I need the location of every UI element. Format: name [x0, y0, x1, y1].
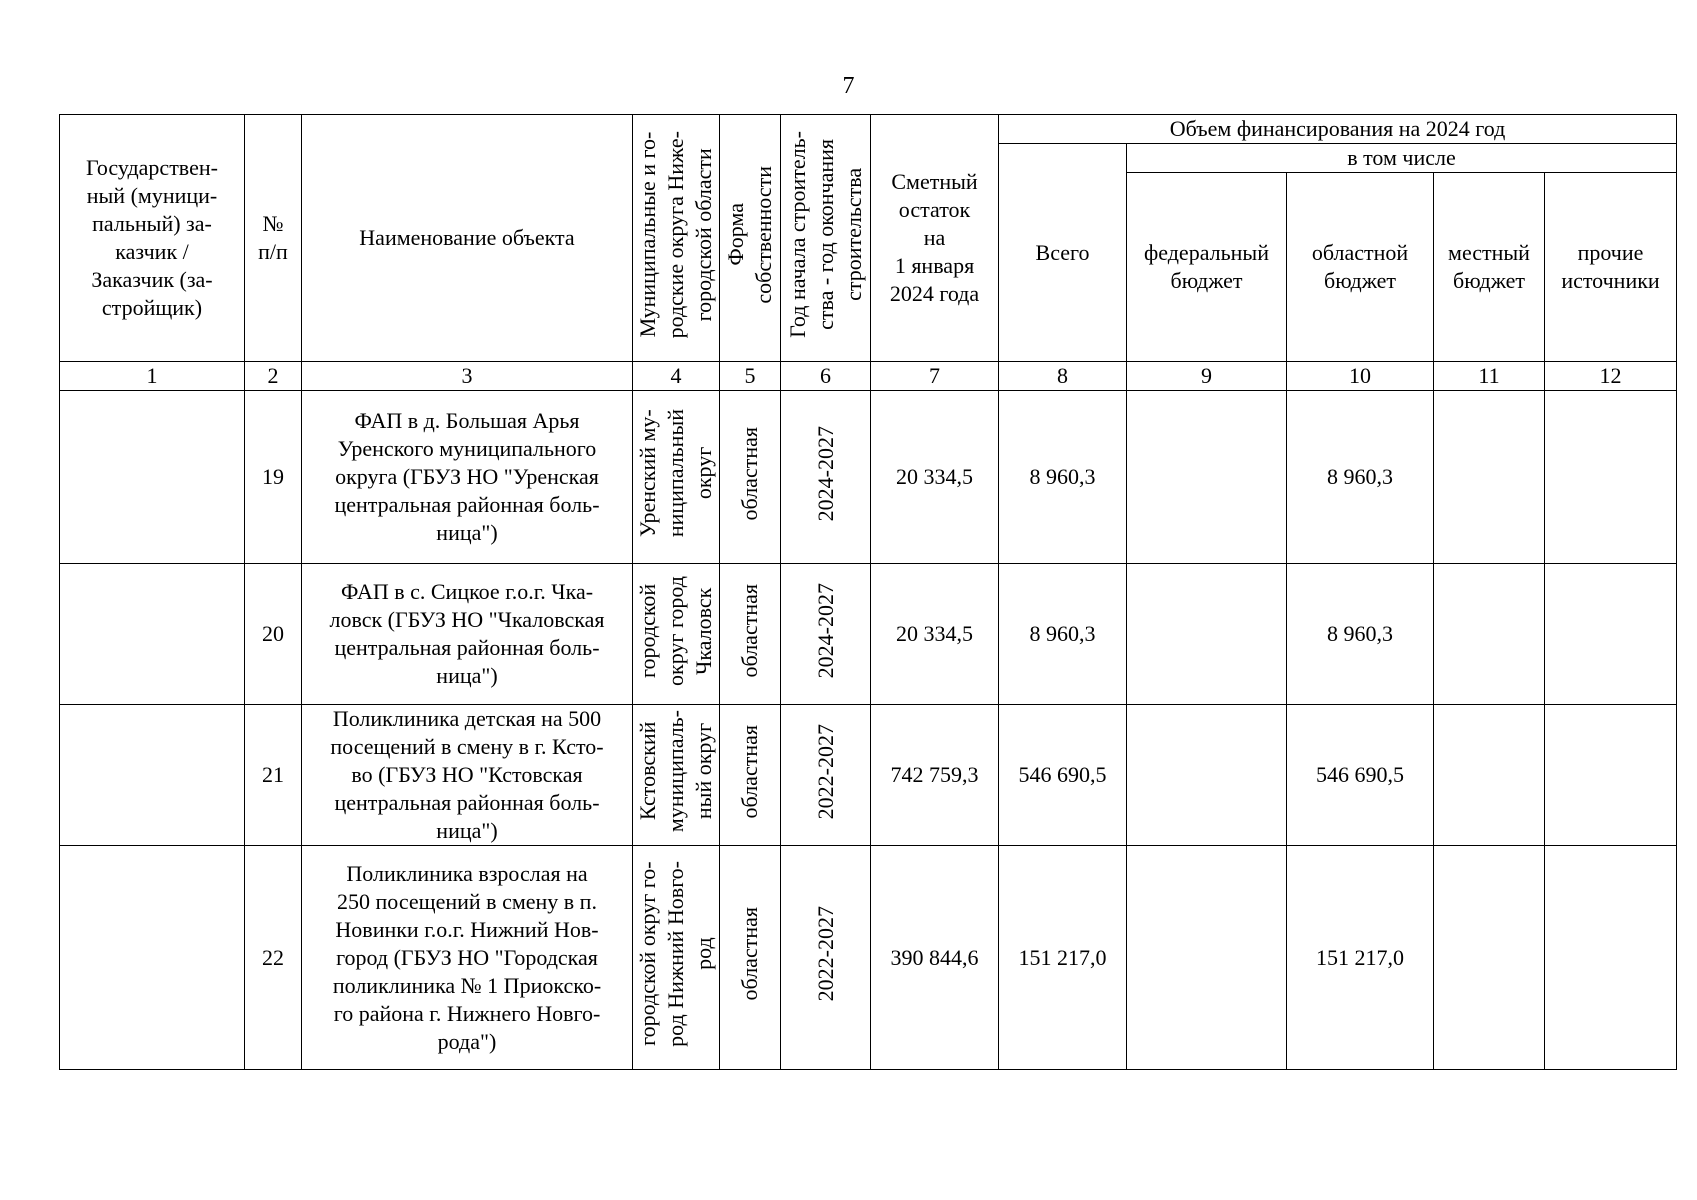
customer-cell	[60, 391, 245, 564]
row-num: 19	[245, 391, 302, 564]
column-number: 5	[720, 362, 781, 391]
table-row	[60, 391, 1677, 564]
federal-cell	[1127, 705, 1287, 846]
years-cell: 2024-2027	[781, 391, 871, 564]
customer-cell	[60, 705, 245, 846]
federal-cell	[1127, 846, 1287, 1070]
other-cell	[1545, 564, 1677, 705]
local-cell	[1434, 564, 1545, 705]
column-number: 8	[999, 362, 1127, 391]
object-name: Поликлиника взрослая на 250 посещений в смену в п. Новинки г.о.г. Нижний Нов- город (ГБУЗ НО "Городская поликлиника № 1 Приокско- го района г. Нижнего Новго- рода")	[302, 846, 633, 1070]
table-row	[60, 846, 1677, 1070]
regional-cell: 151 217,0	[1287, 846, 1434, 1070]
header-total: Всего	[999, 144, 1127, 362]
customer-cell	[60, 846, 245, 1070]
column-number: 12	[1545, 362, 1677, 391]
column-number-row	[60, 362, 1677, 391]
column-number: 2	[245, 362, 302, 391]
other-cell	[1545, 391, 1677, 564]
federal-cell	[1127, 564, 1287, 705]
table-row	[60, 705, 1677, 846]
municipality-cell: Уренский му- ниципальный округ	[633, 391, 720, 564]
regional-cell: 546 690,5	[1287, 705, 1434, 846]
regional-cell: 8 960,3	[1287, 391, 1434, 564]
total-cell: 546 690,5	[999, 705, 1127, 846]
column-number: 3	[302, 362, 633, 391]
page-number: 7	[842, 73, 855, 99]
municipality-cell: городской округ го- род Нижний Новго- род	[633, 846, 720, 1070]
header-local: местный бюджет	[1434, 173, 1545, 362]
financing-table	[59, 114, 1677, 1070]
header-num: № п/п	[245, 115, 302, 362]
header-regional: областной бюджет	[1287, 173, 1434, 362]
customer-cell	[60, 564, 245, 705]
header-other: прочие источники	[1545, 173, 1677, 362]
total-cell: 8 960,3	[999, 391, 1127, 564]
row-num: 21	[245, 705, 302, 846]
other-cell	[1545, 705, 1677, 846]
years-cell: 2022-2027	[781, 846, 871, 1070]
column-number: 9	[1127, 362, 1287, 391]
local-cell	[1434, 705, 1545, 846]
header-federal: федеральный бюджет	[1127, 173, 1287, 362]
header-years: Год начала строитель- ства - год окончания строительства	[781, 115, 871, 362]
object-name: ФАП в д. Большая Арья Уренского муниципального округа (ГБУЗ НО "Уренская центральная районная боль- ница")	[302, 391, 633, 564]
ownership-cell: областная	[720, 391, 781, 564]
table-row	[60, 564, 1677, 705]
total-cell: 151 217,0	[999, 846, 1127, 1070]
total-cell: 8 960,3	[999, 564, 1127, 705]
column-number: 4	[633, 362, 720, 391]
other-cell	[1545, 846, 1677, 1070]
header-estimate: Сметный остаток на 1 января 2024 года	[871, 115, 999, 362]
estimate-cell: 20 334,5	[871, 391, 999, 564]
column-number: 11	[1434, 362, 1545, 391]
years-cell: 2022-2027	[781, 705, 871, 846]
column-number: 6	[781, 362, 871, 391]
header-financing: Объем финансирования на 2024 год	[999, 115, 1677, 144]
header-including: в том числе	[1127, 144, 1677, 173]
estimate-cell: 742 759,3	[871, 705, 999, 846]
header-municipality: Муниципальные и го- родские округа Ниже- городской области	[633, 115, 720, 362]
federal-cell	[1127, 391, 1287, 564]
regional-cell: 8 960,3	[1287, 564, 1434, 705]
column-number: 7	[871, 362, 999, 391]
local-cell	[1434, 846, 1545, 1070]
estimate-cell: 390 844,6	[871, 846, 999, 1070]
object-name: ФАП в с. Сицкое г.о.г. Чка- ловск (ГБУЗ НО "Чкаловская центральная районная боль- ница")	[302, 564, 633, 705]
years-cell: 2024-2027	[781, 564, 871, 705]
local-cell	[1434, 391, 1545, 564]
header-row-1	[60, 115, 1677, 144]
row-num: 22	[245, 846, 302, 1070]
estimate-cell: 20 334,5	[871, 564, 999, 705]
row-num: 20	[245, 564, 302, 705]
municipality-cell: Кстовский муниципаль- ный округ	[633, 705, 720, 846]
ownership-cell: областная	[720, 564, 781, 705]
header-customer: Государствен- ный (муници- пальный) за- казчик / Заказчик (за- стройщик)	[60, 115, 245, 362]
column-number: 1	[60, 362, 245, 391]
ownership-cell: областная	[720, 846, 781, 1070]
column-number: 10	[1287, 362, 1434, 391]
header-ownership: Форма собственности	[720, 115, 781, 362]
ownership-cell: областная	[720, 705, 781, 846]
municipality-cell: городской округ город Чкаловск	[633, 564, 720, 705]
header-object-name: Наименование объекта	[302, 115, 633, 362]
object-name: Поликлиника детская на 500 посещений в смену в г. Ксто- во (ГБУЗ НО "Кстовская центральная районная боль- ница")	[302, 705, 633, 846]
